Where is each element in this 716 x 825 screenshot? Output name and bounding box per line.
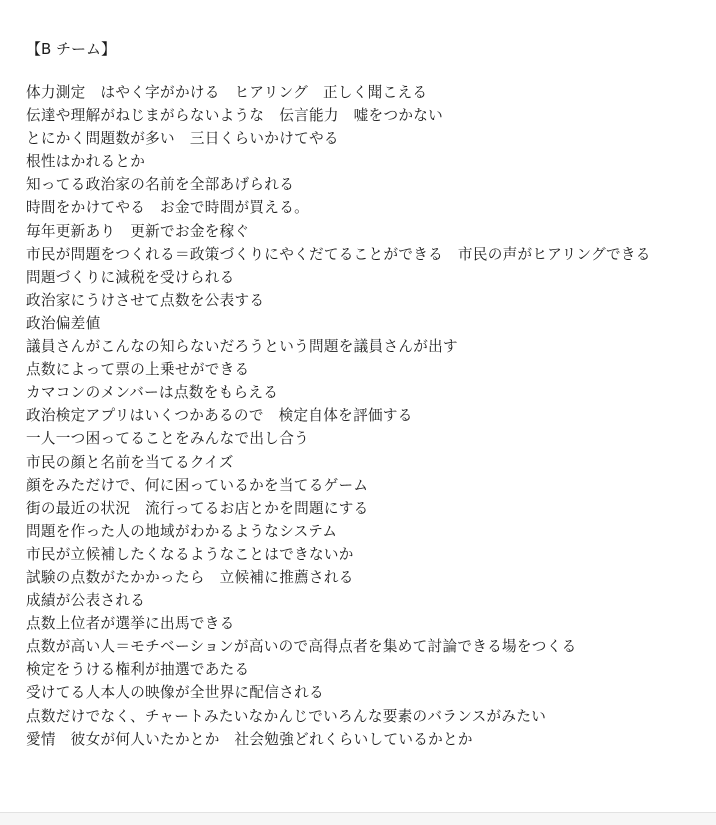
idea-line: 検定をうける権利が抽選であたる [26,661,250,679]
idea-line: 政治検定アプリはいくつかあるので 検定自体を評価する [26,407,413,425]
idea-line: 点数によって票の上乗せができる [26,361,250,379]
idea-line: 体力測定 はやく字がかける ヒアリング 正しく聞こえる [26,84,428,101]
idea-line: 点数だけでなく、チャートみたいなかんじでいろんな要素のバランスがみたい [26,707,547,725]
idea-line: 問題を作った人の地域がわかるようなシステム [26,522,338,540]
page-bottom-band [0,813,716,825]
idea-line: 点数上位者が選挙に出馬できる [26,615,235,633]
idea-line: 政治家にうけさせて点数を公表する [26,291,265,309]
idea-line: 街の最近の状況 流行ってるお店とかを問題にする [26,499,369,517]
idea-line: カマコンのメンバーは点数をもらえる [26,384,279,402]
idea-line: 成績が公表される [26,592,146,610]
idea-line: とにかく問題数が多い 三日くらいかけてやる [26,130,339,148]
idea-line: 伝達や理解がねじまがらないような 伝言能力 嘘をつかない [26,107,444,125]
idea-line: 時間をかけてやる お金で時間が買える。 [26,199,309,217]
idea-line: 点数が高い人＝モチベーションが高いので高得点者を集めて討論できる場をつくる [26,638,577,656]
idea-line: 政治偏差値 [26,314,101,332]
idea-line: 知ってる政治家の名前を全部あげられる [26,176,295,194]
idea-line: 毎年更新あり 更新でお金を稼ぐ [26,222,250,240]
idea-line: 受けてる人本人の映像が全世界に配信される [26,684,324,702]
idea-line: 試験の点数がたかかったら 立候補に推薦される [26,568,354,586]
idea-line: 問題づくりに減税を受けられる [26,268,235,286]
idea-line: 一人一つ困ってることをみんなで出し合う [26,430,309,448]
idea-line: 根性はかれるとか [26,153,146,171]
idea-line: 愛情 彼女が何人いたかとか 社会勉強どれくらいしているかとか [26,730,473,748]
document-heading: 【B チーム】 [26,40,117,58]
idea-line: 市民が立候補したくなるようなことはできないか [26,545,354,563]
idea-line: 議員さんがこんなの知らないだろうという問題を議員さんが出す [26,338,458,356]
idea-line: 顔をみただけで、何に困っているかを当てるゲーム [26,476,369,494]
idea-list [26,81,666,751]
idea-line: 市民が問題をつくれる＝政策づくりにやくだてることができる 市民の声がヒアリングできる [26,245,651,263]
idea-line: 市民の顔と名前を当てるクイズ [26,453,234,471]
